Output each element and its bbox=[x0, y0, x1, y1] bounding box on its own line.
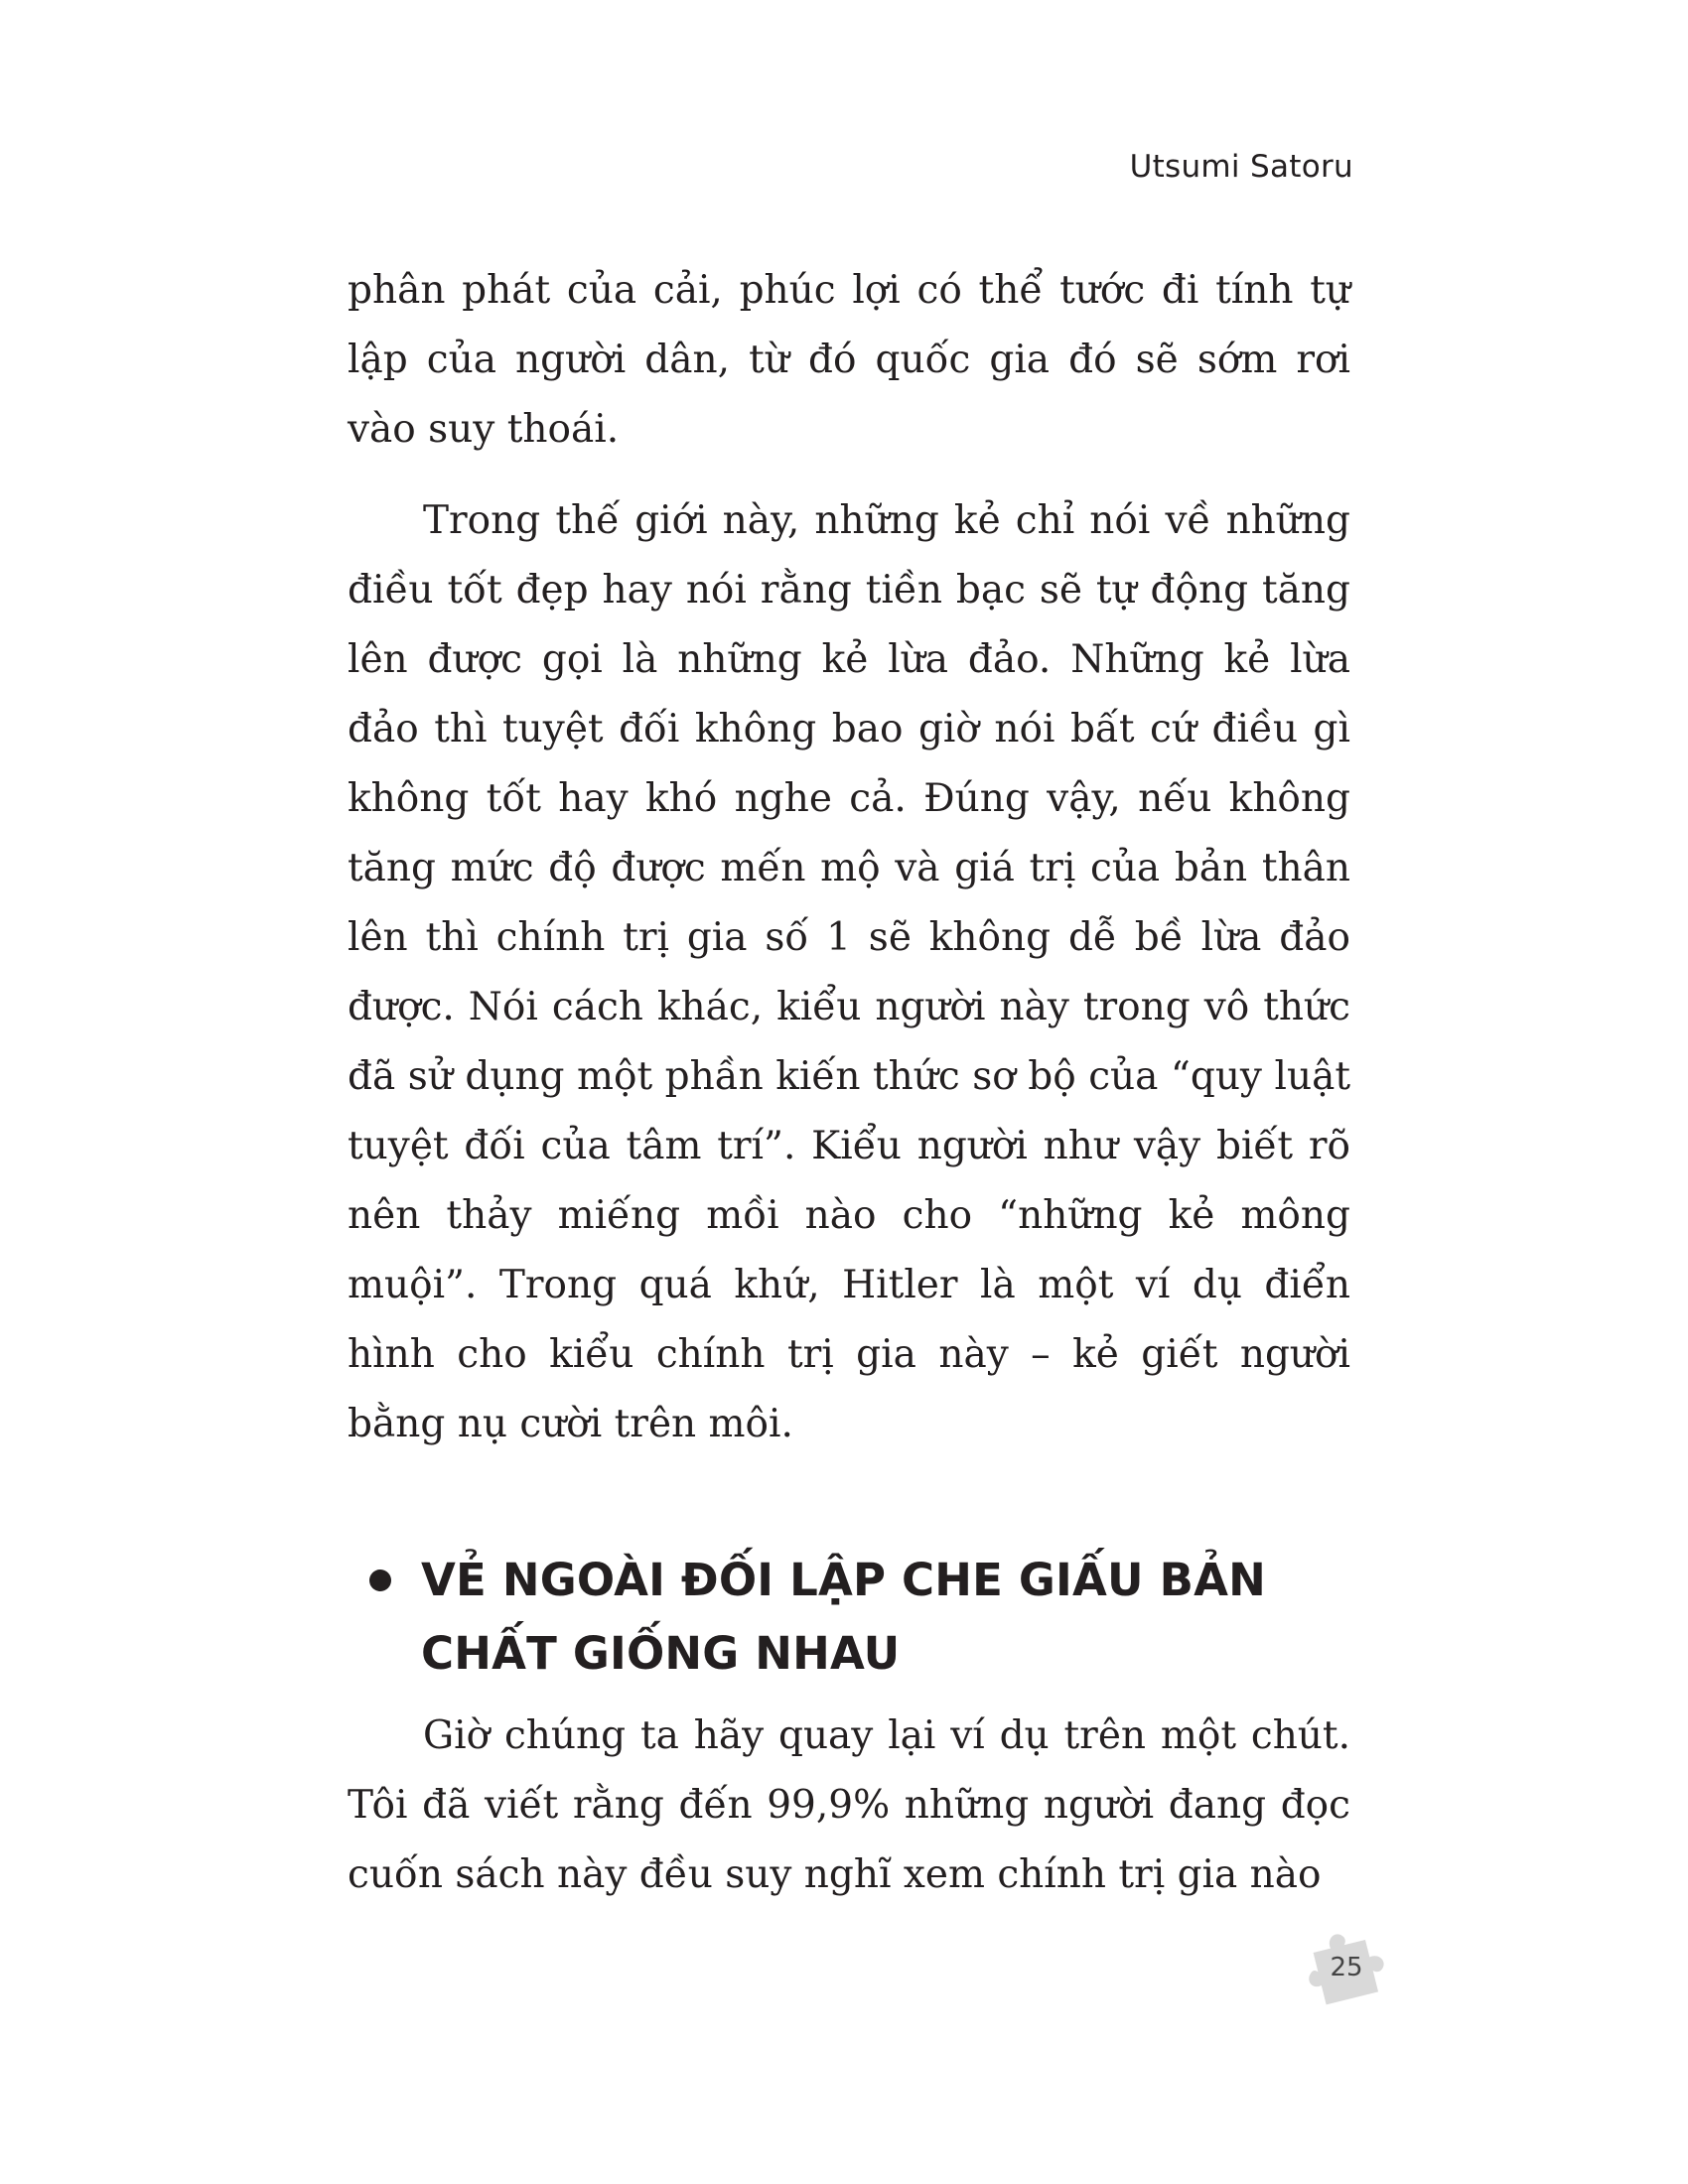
bullet-icon bbox=[369, 1570, 391, 1591]
section-heading-text: VẺ NGOÀI ĐỐI LẬP CHE GIẤU BẢN CHẤT GIỐNG NHAU bbox=[421, 1554, 1267, 1680]
paragraph-continued-text: phân phát của cải, phúc lợi có thể tước đi tính tự lập của người dân, từ đó quốc gia đó sẽ sớm rơi vào suy thoái. bbox=[348, 268, 1350, 452]
paragraph-after-heading bbox=[348, 1702, 1350, 1910]
paragraph-main-text: Trong thế giới này, những kẻ chỉ nói về những điều tốt đẹp hay nói rằng tiền bạc sẽ tự động tăng lên được gọi là những kẻ lừa đảo. Những kẻ lừa đảo thì tuyệt đối không bao giờ nói bất cứ điều gì không tốt hay khó nghe cả. Đúng vậy, nếu không tăng mức độ được mến mộ và giá trị của bản thân lên thì chính trị gia số 1 sẽ không dễ bề lừa đảo được. Nói cách khác, kiểu người này trong vô thức đã sử dụng một phần kiến thức sơ bộ của “quy luật tuyệt đối của tâm trí”. Kiểu người như vậy biết rõ nên thảy miếng mồi nào cho “những kẻ mông muội”. Trong quá khứ, Hitler là một ví dụ điển hình cho kiểu chính trị gia này – kẻ giết người bằng nụ cười trên môi. bbox=[348, 498, 1350, 1446]
paragraph-main bbox=[348, 486, 1350, 1459]
page-number: 25 bbox=[1330, 1953, 1363, 1982]
paragraph-continued bbox=[348, 256, 1350, 465]
paragraph-after-heading-text: Giờ chúng ta hãy quay lại ví dụ trên một chút. Tôi đã viết rằng đến 99,9% những người đang đọc cuốn sách này đều suy nghĩ xem chính trị gia nào bbox=[348, 1713, 1350, 1897]
running-header-author: Utsumi Satoru bbox=[1129, 149, 1353, 185]
section-heading bbox=[421, 1544, 1354, 1691]
page-number-badge bbox=[1299, 1921, 1398, 2020]
